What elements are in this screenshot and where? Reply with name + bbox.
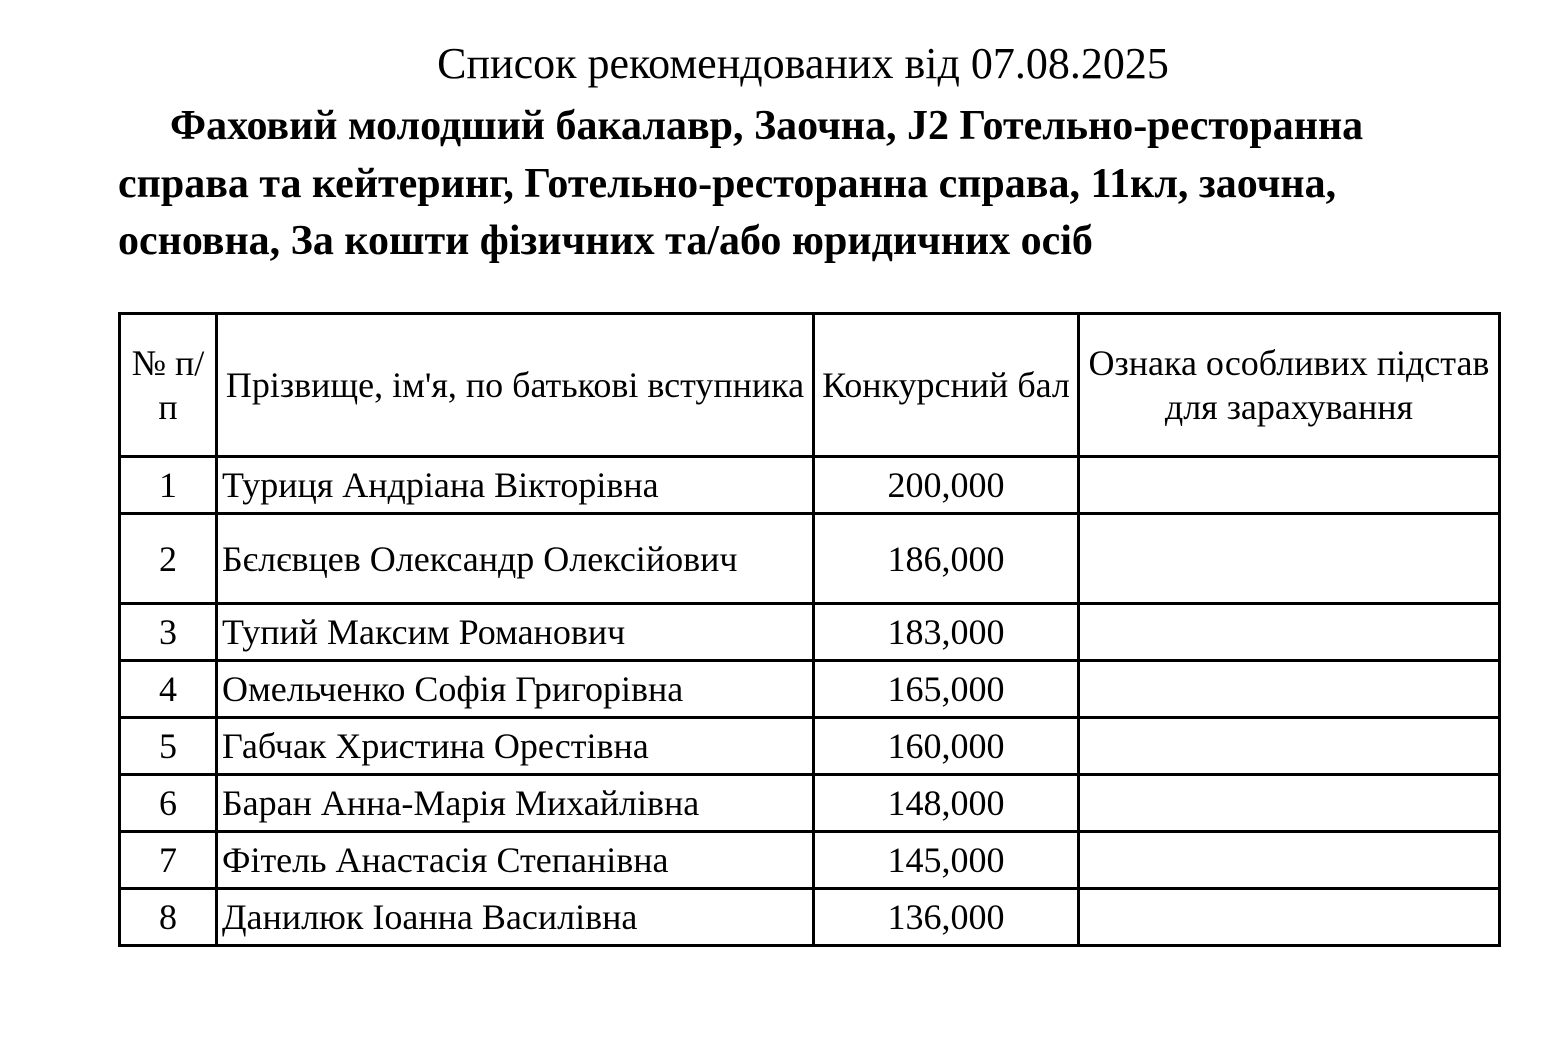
row-full-name: Данилюк Іоанна Василівна (217, 889, 814, 946)
row-number: 8 (120, 889, 217, 946)
header-full-name: Прізвище, ім'я, по батькові вступника (217, 314, 814, 457)
row-full-name: Габчак Христина Орестівна (217, 718, 814, 775)
row-number: 3 (120, 604, 217, 661)
table-row (120, 514, 1500, 604)
applicants-table (118, 312, 1501, 947)
row-full-name: Омельченко Софія Григорівна (217, 661, 814, 718)
row-score: 160,000 (814, 718, 1079, 775)
header-number: № п/п (120, 314, 217, 457)
table-header-row (120, 314, 1500, 457)
document-title: Список рекомендованих від 07.08.2025 (437, 39, 1169, 88)
row-score: 165,000 (814, 661, 1079, 718)
row-full-name: Тупий Максим Романович (217, 604, 814, 661)
row-full-name: Туриця Андріана Вікторівна (217, 457, 814, 514)
row-score: 136,000 (814, 889, 1079, 946)
row-special-grounds (1079, 604, 1500, 661)
row-score: 186,000 (814, 514, 1079, 604)
table-row (120, 775, 1500, 832)
table-row (120, 718, 1500, 775)
row-special-grounds (1079, 718, 1500, 775)
row-special-grounds (1079, 514, 1500, 604)
row-number: 7 (120, 832, 217, 889)
row-full-name: Фітель Анастасія Степанівна (217, 832, 814, 889)
row-special-grounds (1079, 457, 1500, 514)
row-number: 4 (120, 661, 217, 718)
row-special-grounds (1079, 661, 1500, 718)
row-score: 148,000 (814, 775, 1079, 832)
header-score: Конкурсний бал (814, 314, 1079, 457)
row-score: 200,000 (814, 457, 1079, 514)
document-subtitle: Фаховий молодший бакалавр, Заочна, J2 Готельно-ресторанна справа та кейтеринг, Готельно-ресторанна справа, 11кл, заочна, основна, За кошти фізичних та/або юридичних осіб (118, 103, 1364, 264)
table-row (120, 832, 1500, 889)
row-full-name: Бєлєвцев Олександр Олексійович (217, 514, 814, 604)
row-special-grounds (1079, 832, 1500, 889)
row-number: 2 (120, 514, 217, 604)
row-special-grounds (1079, 889, 1500, 946)
row-number: 6 (120, 775, 217, 832)
row-score: 145,000 (814, 832, 1079, 889)
row-number: 1 (120, 457, 217, 514)
table-row (120, 457, 1500, 514)
header-special-grounds: Ознака особливих підстав для зарахування (1079, 314, 1500, 457)
table-row (120, 889, 1500, 946)
row-number: 5 (120, 718, 217, 775)
row-special-grounds (1079, 775, 1500, 832)
table-row (120, 661, 1500, 718)
row-full-name: Баран Анна-Марія Михайлівна (217, 775, 814, 832)
row-score: 183,000 (814, 604, 1079, 661)
table-row (120, 604, 1500, 661)
